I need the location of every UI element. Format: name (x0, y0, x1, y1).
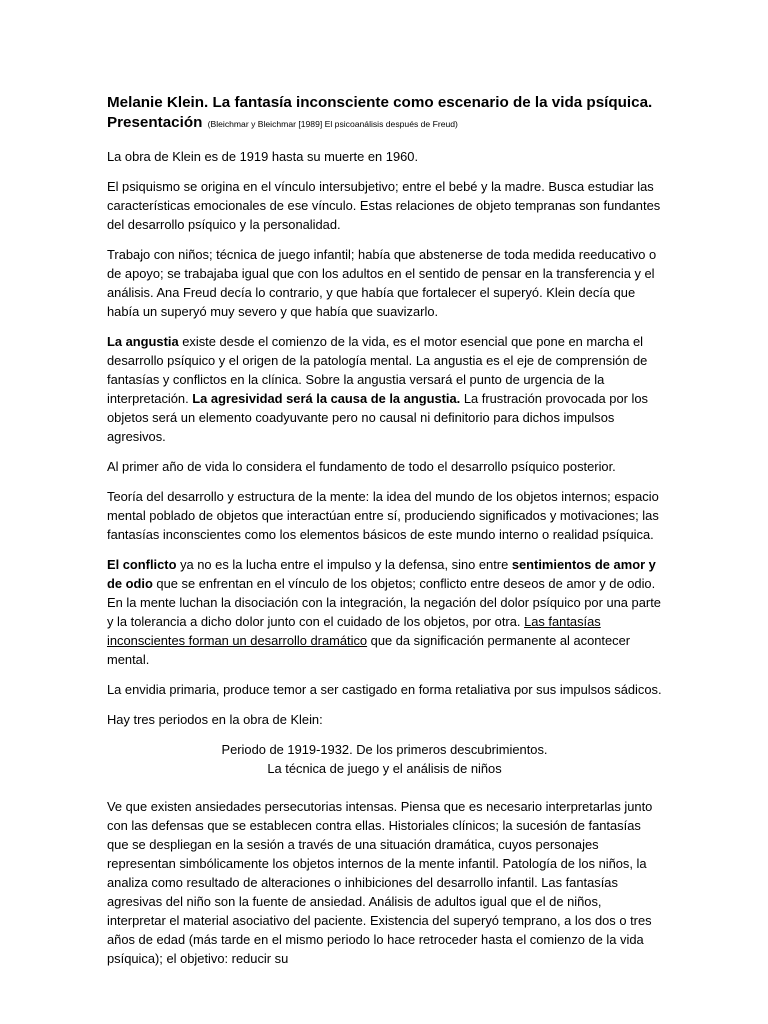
bold-sentimientos: sentimientos de amor y de odio (107, 557, 656, 591)
underlined-fantasias: Las fantasías inconscientes forman un desarrollo dramático (107, 614, 601, 648)
paragraph-7-text-3: que da significación permanente al acontecer mental. (107, 633, 631, 667)
paragraph-8: La envidia primaria, produce temor a ser castigado en forma retaliativa por sus impulsos sádicos. (107, 682, 662, 697)
section-heading (107, 740, 662, 778)
paragraph-6: Teoría del desarrollo y estructura de la mente: la idea del mundo de los objetos internos; espacio mental poblado de objetos que interactúan entre sí, produciendo significados y motivaciones; las fantasías inconscientes como los elementos básicos de este mundo interno o realidad psíquica. (107, 489, 659, 542)
paragraph-7 (107, 555, 662, 669)
paragraph-2: El psiquismo se origina en el vínculo intersubjetivo; entre el bebé y la madre. Busca estudiar las características emocionales de ese vínculo. Estas relaciones de objeto tempranas son fundantes del desarrollo psíquico y la personalidad. (107, 179, 661, 232)
paragraph-7-text-2: que se enfrentan en el vínculo de los objetos; conflicto entre deseos de amor y de odio. En la mente luchan la disociación con la integración, la negación del dolor psíquico por una parte y la tolerancia a dicho dolor junto con el cuidado de los objetos, por otra. (107, 576, 661, 629)
document-body (107, 93, 662, 968)
paragraph-7-text-1: ya no es la lucha entre el impulso y la defensa, sino entre (176, 557, 512, 572)
paragraph-4-text-1: existe desde el comienzo de la vida, es el motor esencial que pone en marcha el desarrollo psíquico y el origen de la patología mental. La angustia es el eje de comprensión de fantasías y conflictos en la clínica. Sobre la angustia versará el punto de urgencia de la interpretación. (107, 334, 648, 406)
paragraph-4-text-2: La frustración provocada por los objetos será un elemento coadyuvante pero no causal ni definitorio para dichos impulsos agresivos. (107, 391, 648, 444)
bold-conflicto: El conflicto (107, 557, 177, 572)
section-heading-line-1: Periodo de 1919-1932. De los primeros descubrimientos. (221, 742, 548, 757)
paragraph-10: Ve que existen ansiedades persecutorias intensas. Piensa que es necesario interpretarlas junto con las defensas que se establecen contra ellas. Historiales clínicos; la sucesión de fantasías que se despliegan en la sesión a través de una situación dramática, cuyos personajes representan simbólicamente los objetos internos de la mente infantil. Patología de los niños, la analiza como resultado de alteraciones o inhibiciones del desarrollo infantil. Las fantasías agresivas del niño son la fuente de ansiedad. Análisis de adultos igual que el de niños, interpretar el material asociativo del paciente. Existencia del superyó temprano, a los dos o tres años de edad (más tarde en el mismo periodo lo hace retroceder hasta el comienzo de la vida psíquica); el objetivo: reducir su (107, 799, 653, 966)
section-heading-line-2: La técnica de juego y el análisis de niños (267, 761, 502, 776)
bold-angustia: La angustia (107, 334, 179, 349)
document-title (107, 93, 662, 134)
paragraph-3: Trabajo con niños; técnica de juego infantil; había que abstenerse de toda medida reeducativo o de apoyo; se trabajaba igual que con los adultos en el sentido de pensar en la transferencia y el análisis. Ana Freud decía lo contrario, y que había que fortalecer el superyó. Klein decía que había un superyó muy severo y que había que suavizarlo. (107, 247, 657, 319)
title-text: Melanie Klein. La fantasía inconsciente como escenario de la vida psíquica. (107, 94, 653, 111)
paragraph-1: La obra de Klein es de 1919 hasta su muerte en 1960. (107, 149, 419, 164)
paragraph-5: Al primer año de vida lo considera el fundamento de todo el desarrollo psíquico posterior. (107, 459, 616, 474)
subtitle-text: Presentación (107, 114, 203, 131)
citation: (Bleichmar y Bleichmar [1989] El psicoanálisis después de Freud) (207, 119, 458, 129)
paragraph-4 (107, 332, 662, 446)
bold-agresividad: La agresividad será la causa de la angustia. (192, 391, 461, 406)
paragraph-9: Hay tres periodos en la obra de Klein: (107, 712, 323, 727)
